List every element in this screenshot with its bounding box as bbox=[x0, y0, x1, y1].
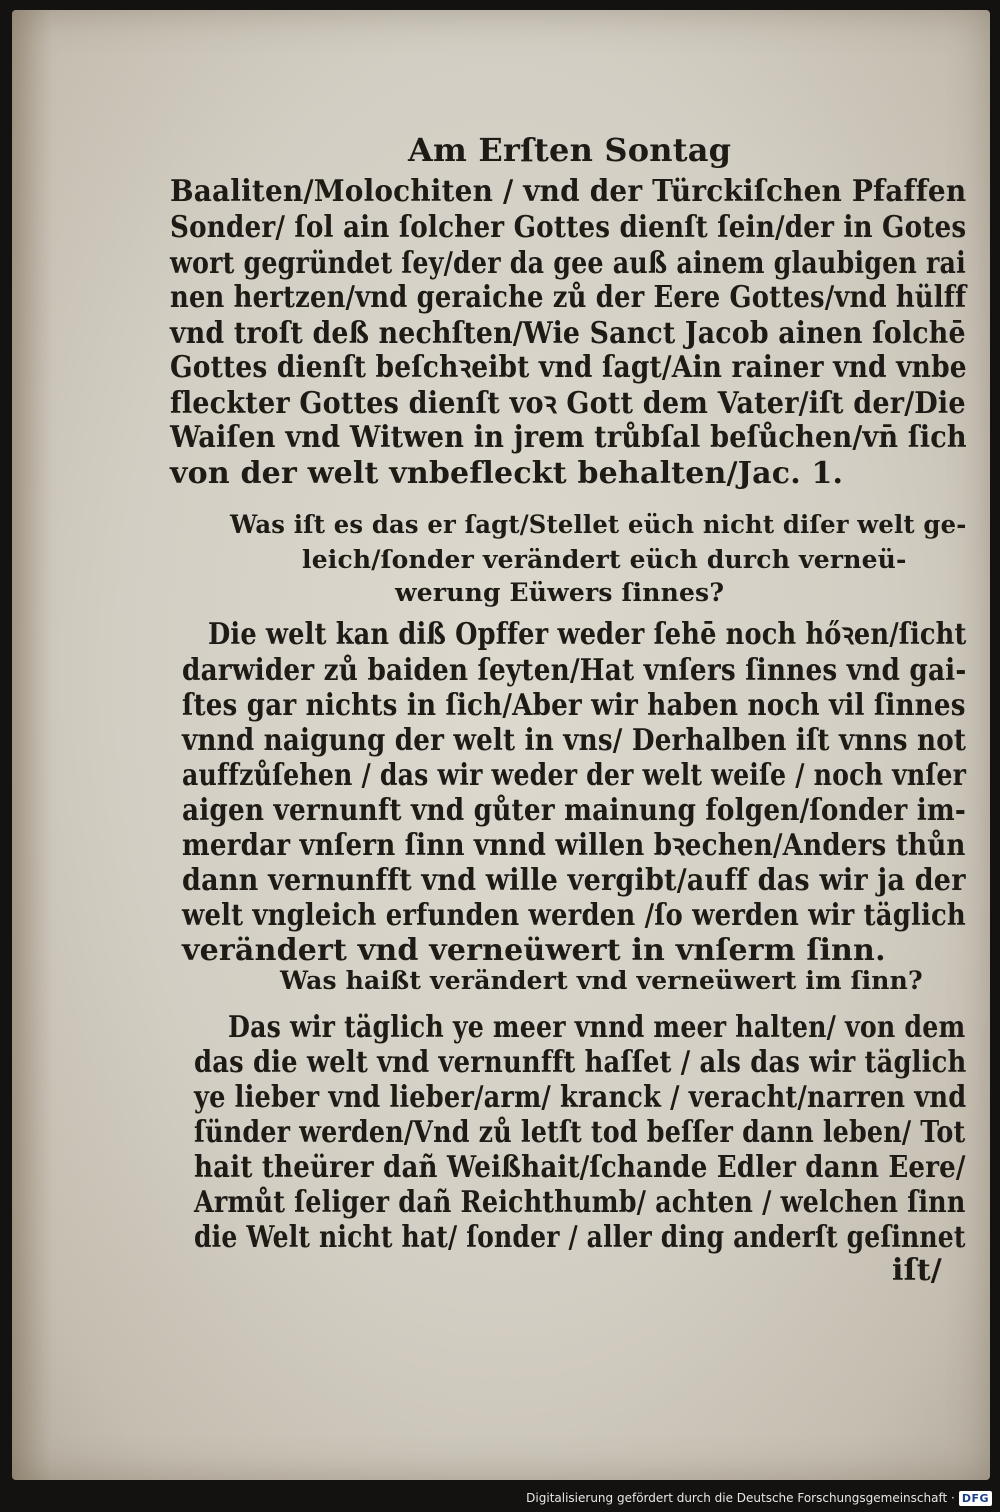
text-line: darwider zů baiden ſeyten/Hat vnſers ſinnes vnd gai- bbox=[182, 653, 967, 688]
dfg-logo: DFG bbox=[959, 1491, 992, 1506]
text-line: von der welt vnbefleckt behalten/Jac. 1. bbox=[170, 456, 844, 491]
text-line: dann vernunfft vnd wille vergibt/auff das wir ja der bbox=[182, 863, 966, 898]
text-line: die Welt nicht hat/ ſonder / aller ding anderſt geſinnet bbox=[194, 1220, 966, 1255]
text-line: Gottes dienſt beſchꝛeibt vnd ſagt/Ain rainer vnd vnbe bbox=[170, 350, 967, 385]
text-line: ye lieber vnd lieber/arm/ kranck / veracht/narren vnd bbox=[194, 1080, 967, 1115]
digitization-footer bbox=[526, 1487, 992, 1509]
text-line: Die welt kan diß Opffer weder ſehē noch hőꝛen/ſicht bbox=[208, 617, 967, 652]
text-line: merdar vnſern ſinn vnnd willen bꝛechen/Anders thůn bbox=[182, 828, 966, 863]
footer-credit: Digitalisierung gefördert durch die Deutsche Forschungsgemeinschaft · bbox=[526, 1491, 955, 1505]
book-page bbox=[12, 10, 990, 1480]
text-line: Baaliten/Molochiten / vnd der Türckiſchen Pfaffen bbox=[170, 174, 967, 209]
text-line: Das wir täglich ye meer vnnd meer halten/ von dem bbox=[228, 1010, 966, 1045]
text-line: verändert vnd verneüwert in vnſerm ſinn. bbox=[182, 933, 886, 968]
running-head: Am Erſten Sontag bbox=[408, 131, 732, 169]
text-line: nen hertzen/vnd geraiche zů der Eere Gottes/vnd hülff bbox=[170, 280, 967, 315]
question-line: Was iſt es das er ſagt/Stellet eüch nicht diſer welt ge- bbox=[230, 510, 967, 539]
text-line: fleckter Gottes dienſt voꝛ Gott dem Vater/iſt der/Die bbox=[170, 386, 966, 421]
text-line: wort gegründet ſey/der da gee auß ainem glaubigen rai bbox=[170, 246, 966, 281]
text-line: das die welt vnd vernunfft haſſet / als das wir täglich bbox=[194, 1045, 967, 1080]
question-line: Was haißt verändert vnd verneüwert im ſinn? bbox=[280, 966, 923, 995]
text-line: welt vngleich erfunden werden /ſo werden wir täglich bbox=[182, 898, 966, 933]
text-line: aigen vernunft vnd gůter mainung folgen/ſonder im- bbox=[182, 793, 967, 828]
text-line: Waiſen vnd Witwen in jrem trůbſal beſůchen/vn̄ ſich bbox=[170, 420, 967, 455]
page-text bbox=[12, 10, 990, 1480]
text-line: ſünder werden/Vnd zů letſt tod beſſer dann leben/ Tot bbox=[194, 1115, 966, 1150]
text-line: auffzůſehen / das wir weder der welt weiſe / noch vnſer bbox=[182, 758, 967, 793]
catchword: iſt/ bbox=[892, 1253, 942, 1288]
text-line: hait theürer dañ Weißhait/ſchande Edler dann Eere/ bbox=[194, 1150, 966, 1185]
text-line: vnd troſt deß nechſten/Wie Sanct Jacob ainen ſolchē bbox=[170, 316, 966, 351]
text-line: vnnd naigung der welt in vns/ Derhalben iſt vnns not bbox=[182, 723, 967, 758]
question-line: werung Eüwers ſinnes? bbox=[395, 578, 725, 607]
text-line: Sonder/ ſol ain ſolcher Gottes dienſt ſein/der in Gotes bbox=[170, 210, 967, 245]
question-line: leich/ſonder verändert eüch durch verneü- bbox=[302, 545, 907, 574]
text-line: ſtes gar nichts in ſich/Aber wir haben noch vil ſinnes bbox=[182, 688, 966, 723]
text-line: Armůt ſeliger dañ Reichthumb/ achten / welchen ſinn bbox=[194, 1185, 966, 1220]
